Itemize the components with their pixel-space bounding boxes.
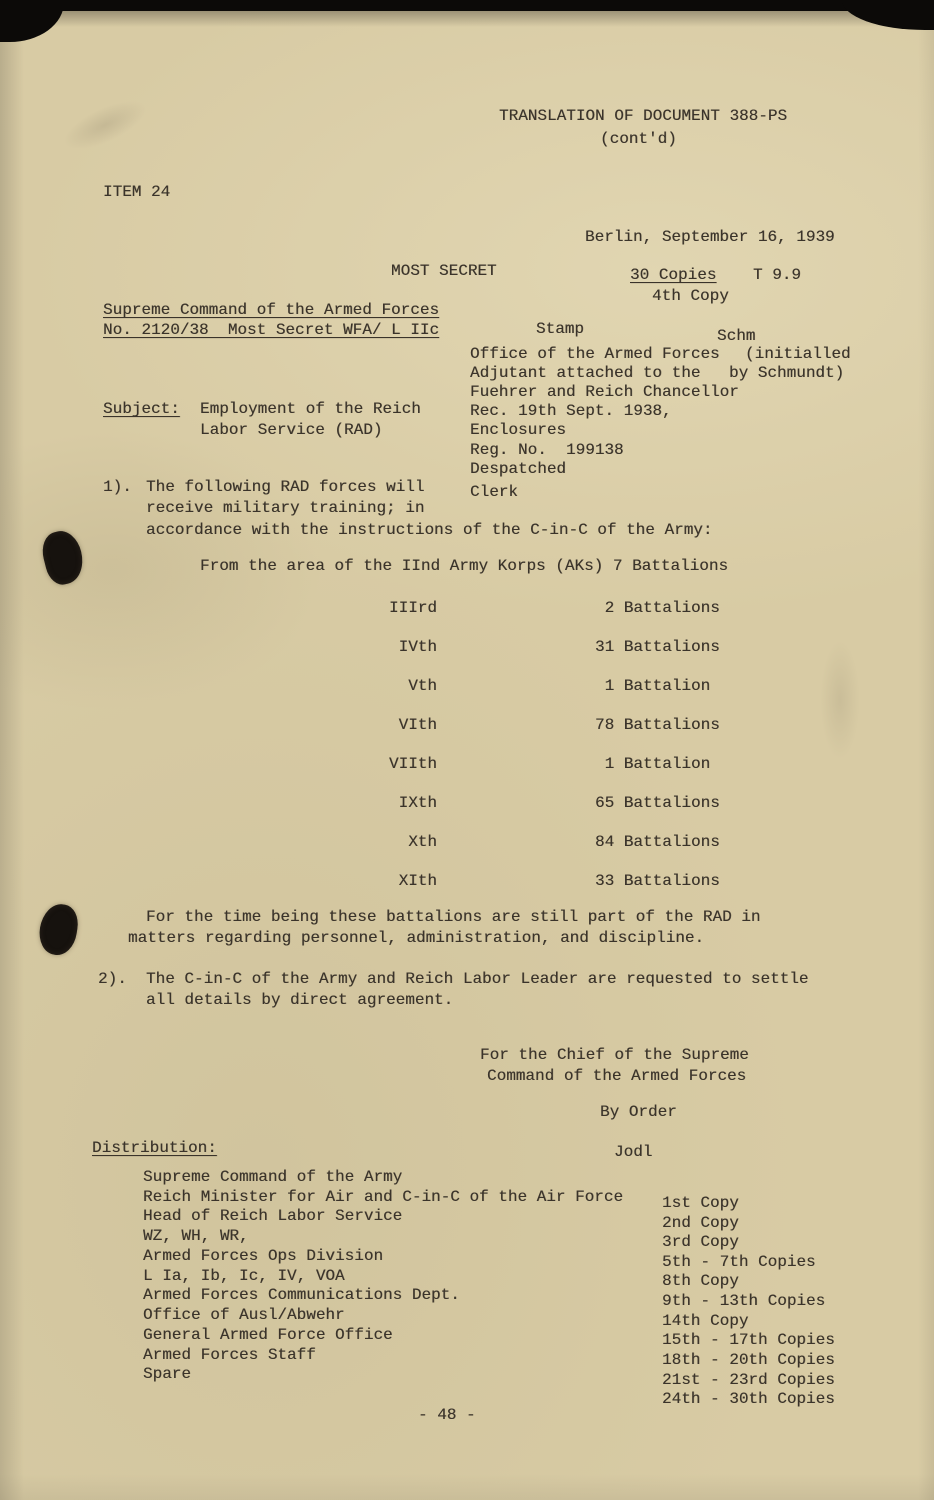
battalion-count: 31 Battalions bbox=[595, 638, 720, 656]
battalion-count: 33 Battalions bbox=[595, 872, 720, 890]
recipient: Armed Forces Ops Division bbox=[143, 1247, 384, 1265]
stamp-line: Despatched bbox=[470, 460, 567, 478]
contd-line: (cont'd) bbox=[600, 130, 677, 148]
recipient: Armed Forces Staff bbox=[143, 1346, 316, 1364]
stamp-line: Reg. No. 199138 bbox=[470, 441, 624, 459]
battalion-count: 2 Battalions bbox=[595, 599, 720, 617]
subject-label: Subject: bbox=[103, 400, 180, 418]
battalion-korps: IIIrd bbox=[388, 599, 437, 617]
classification: MOST SECRET bbox=[391, 262, 497, 280]
copy-assignment: 15th - 17th Copies bbox=[662, 1331, 835, 1349]
stamp-annotation: (initialled bbox=[745, 345, 851, 363]
recipient: L Ia, Ib, Ic, IV, VOA bbox=[143, 1267, 345, 1285]
copy-assignment: 24th - 30th Copies bbox=[662, 1390, 835, 1408]
copy-assignment: 9th - 13th Copies bbox=[662, 1292, 826, 1310]
pencil-smudge bbox=[57, 91, 153, 160]
closing-line: Command of the Armed Forces bbox=[487, 1067, 747, 1085]
stamp-line: Office of the Armed Forces bbox=[470, 345, 720, 363]
copy-assignment: 21st - 23rd Copies bbox=[662, 1371, 835, 1389]
battalion-note: matters regarding personnel, administration, and discipline. bbox=[128, 929, 705, 947]
stamp-annotation: by Schmundt) bbox=[729, 364, 845, 382]
subject-line: Labor Service (RAD) bbox=[200, 421, 383, 439]
signature-jodl: Jodl bbox=[614, 1143, 653, 1161]
recipient: Armed Forces Communications Dept. bbox=[143, 1286, 460, 1304]
stamp-line: Adjutant attached to the bbox=[470, 364, 701, 382]
para2-line: The C-in-C of the Army and Reich Labor Leader are requested to settle bbox=[146, 970, 809, 988]
by-order: By Order bbox=[600, 1103, 677, 1121]
para1-line: accordance with the instructions of the C-in-C of the Army: bbox=[146, 521, 713, 539]
battalion-note: For the time being these battalions are still part of the RAD in bbox=[146, 908, 761, 926]
copy-assignment: 5th - 7th Copies bbox=[662, 1253, 816, 1271]
recipient: Reich Minister for Air and C-in-C of the Air Force bbox=[143, 1188, 624, 1206]
copy-assignment: 14th Copy bbox=[662, 1312, 749, 1330]
stamp-line: Enclosures bbox=[470, 421, 567, 439]
recipient: General Armed Force Office bbox=[143, 1326, 393, 1344]
stamp-line: Rec. 19th Sept. 1938, bbox=[470, 402, 672, 420]
para2-number: 2). bbox=[98, 970, 127, 988]
recipient: WZ, WH, WR, bbox=[143, 1227, 249, 1245]
battalion-korps: VIth bbox=[398, 716, 437, 734]
copy-assignment: 8th Copy bbox=[662, 1272, 739, 1290]
distribution-heading: Distribution: bbox=[92, 1139, 217, 1157]
recipient: Office of Ausl/Abwehr bbox=[143, 1306, 345, 1324]
letterhead-ref: No. 2120/38 Most Secret WFA/ L IIc bbox=[103, 321, 440, 339]
battalion-korps: Vth bbox=[408, 677, 437, 695]
punch-hole-top bbox=[38, 527, 88, 588]
battalion-korps: IXth bbox=[398, 794, 437, 812]
stamp-label: Stamp bbox=[536, 320, 585, 338]
copy-assignment: 3rd Copy bbox=[662, 1233, 739, 1251]
item-number: ITEM 24 bbox=[103, 183, 171, 201]
copies-count: 30 Copies bbox=[630, 266, 717, 284]
stamp-initials: Schm bbox=[717, 327, 756, 345]
recipient: Head of Reich Labor Service bbox=[143, 1207, 403, 1225]
battalion-korps: VIIth bbox=[388, 755, 437, 773]
battalion-count: 65 Battalions bbox=[595, 794, 720, 812]
subject-line: Employment of the Reich bbox=[200, 400, 421, 418]
battalion-count: 1 Battalion bbox=[595, 755, 711, 773]
closing-line: For the Chief of the Supreme bbox=[480, 1046, 749, 1064]
copy-assignment: 1st Copy bbox=[662, 1194, 739, 1212]
dateline: Berlin, September 16, 1939 bbox=[585, 228, 835, 246]
letterhead-org: Supreme Command of the Armed Forces bbox=[103, 301, 440, 319]
battalion-count: 1 Battalion bbox=[595, 677, 711, 695]
scan-edge-top bbox=[0, 0, 934, 11]
battalion-count: 78 Battalions bbox=[595, 716, 720, 734]
battalion-korps: IVth bbox=[398, 638, 437, 656]
copy-assignment: 2nd Copy bbox=[662, 1214, 739, 1232]
copies-ref: T 9.9 bbox=[753, 266, 802, 284]
scan-corner-top-left bbox=[0, 0, 64, 42]
battalion-korps: XIth bbox=[398, 872, 437, 890]
para1-number: 1). bbox=[103, 478, 132, 496]
para1-line: The following RAD forces will bbox=[146, 478, 425, 496]
battalion-korps: Xth bbox=[408, 833, 437, 851]
translation-title: TRANSLATION OF DOCUMENT 388-PS bbox=[499, 107, 788, 125]
paper-stain bbox=[820, 640, 860, 760]
battalion-intro: From the area of the IInd Army Korps (AKs) 7 Battalions bbox=[200, 557, 729, 575]
page-number: - 48 - bbox=[418, 1406, 476, 1424]
stamp-line: Clerk bbox=[470, 483, 519, 501]
copy-number: 4th Copy bbox=[652, 287, 729, 305]
battalion-count: 84 Battalions bbox=[595, 833, 720, 851]
para1-line: receive military training; in bbox=[146, 499, 425, 517]
scan-edge-shadow bbox=[0, 11, 934, 27]
punch-hole-bottom bbox=[36, 901, 81, 957]
copy-assignment: 18th - 20th Copies bbox=[662, 1351, 835, 1369]
recipient: Spare bbox=[143, 1365, 192, 1383]
stamp-line: Fuehrer and Reich Chancellor bbox=[470, 383, 739, 401]
recipient: Supreme Command of the Army bbox=[143, 1168, 403, 1186]
para2-line: all details by direct agreement. bbox=[146, 991, 454, 1009]
